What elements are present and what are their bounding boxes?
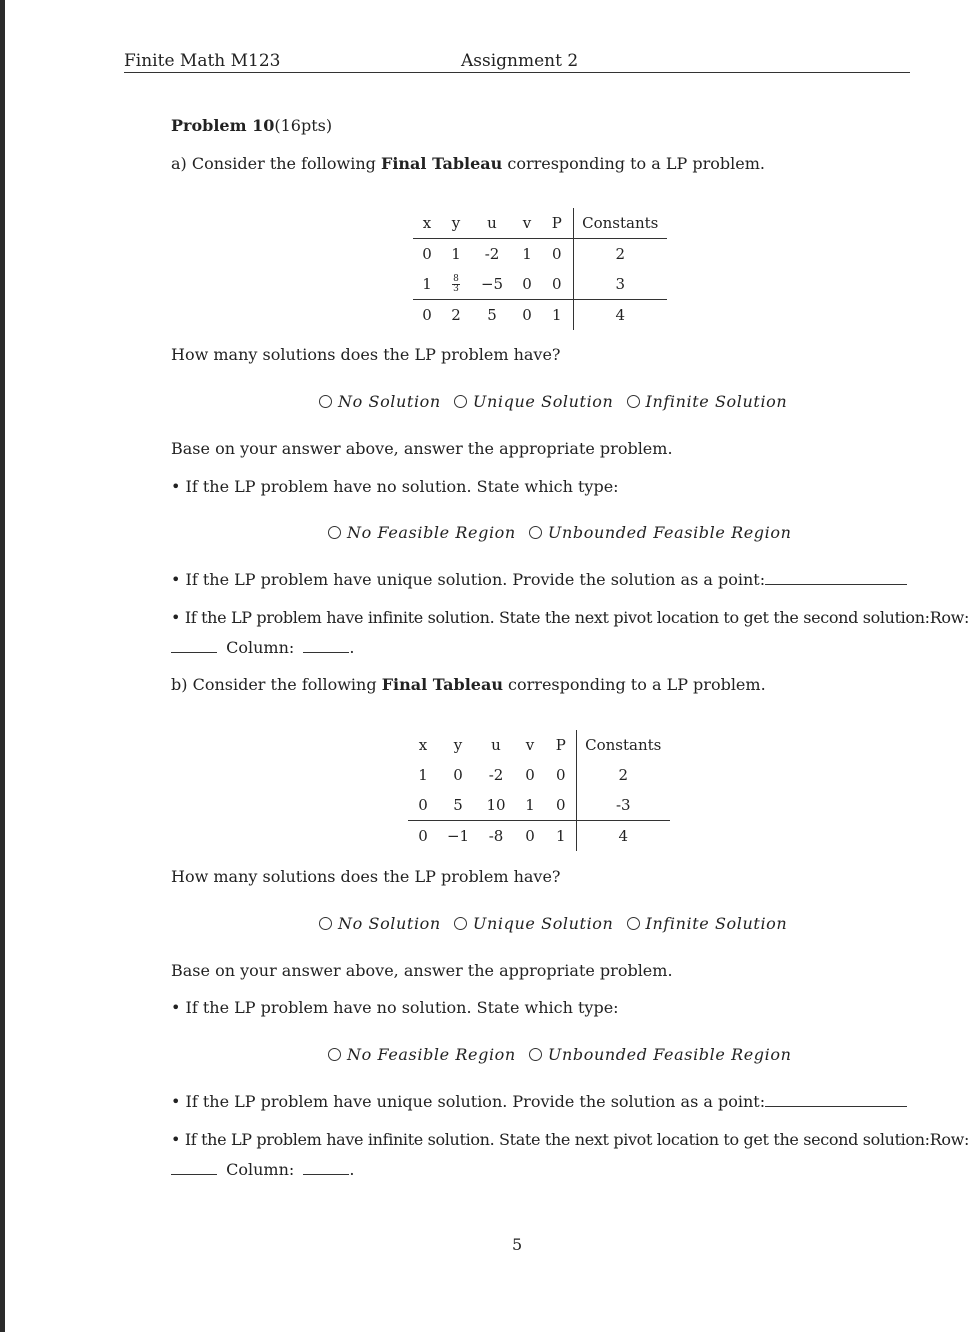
radio-infinite-solution[interactable]: [627, 917, 640, 930]
period: .: [349, 638, 355, 657]
tableau-cell: 0: [525, 827, 535, 845]
page-number: 5: [512, 1235, 523, 1254]
tableau-header-cell: y: [453, 736, 463, 754]
tableau-header-cell: v: [525, 736, 535, 754]
part-a-intro-text-end: corresponding to a LP problem.: [502, 154, 765, 173]
option-label: Unique Solution: [472, 392, 614, 411]
fraction-denominator: 3: [453, 283, 459, 294]
column-answer-blank[interactable]: [303, 638, 349, 653]
option-label: No Solution: [338, 914, 441, 933]
tableau-row: [408, 790, 670, 821]
part-b-intro-bold: Final Tableau: [381, 675, 503, 694]
tableau-header-row: [408, 730, 670, 760]
tableau-cell: 0: [546, 790, 576, 821]
viewer-left-edge: [0, 0, 5, 1332]
tableau-cell: 1: [522, 245, 532, 263]
radio-no-feasible-region[interactable]: [328, 1048, 341, 1061]
part-b-base-on: Base on your answer above, answer the appropriate problem.: [171, 961, 673, 980]
tableau-cell: -2: [484, 245, 500, 263]
option-label: Unique Solution: [472, 914, 614, 933]
tableau-cell: −1: [446, 827, 470, 845]
tableau-cell: -8: [488, 827, 504, 845]
part-b-row-column-line: [171, 1160, 354, 1179]
prompt-text: • If the LP problem have unique solution. Provide the solution as a point:: [171, 570, 766, 589]
tableau-row: [408, 760, 670, 790]
problem-number: Problem 10: [171, 116, 275, 135]
tableau-cell: 0: [418, 827, 428, 845]
tableau-cell: 1: [514, 790, 546, 821]
option-label: Unbounded Feasible Region: [547, 523, 792, 542]
point-answer-blank[interactable]: [765, 1092, 907, 1107]
part-a-intro-text: a) Consider the following: [171, 154, 381, 173]
option-label: Unbounded Feasible Region: [547, 1045, 792, 1064]
tableau-cell: 10: [478, 790, 514, 821]
tableau-header-cell: P: [541, 208, 573, 239]
tableau-cell: −5: [471, 269, 513, 300]
tableau-cell: 2: [576, 760, 670, 790]
tableau-header-cell: v: [513, 208, 541, 239]
point-answer-blank[interactable]: [765, 570, 907, 585]
part-b-tableau: [408, 730, 670, 851]
part-a-unique-prompt: [171, 570, 907, 589]
fraction: [452, 275, 460, 294]
fraction-numerator: 8: [453, 273, 459, 284]
tableau-cell: 1: [551, 306, 562, 324]
tableau-header-cell: Constants: [576, 730, 670, 760]
radio-infinite-solution[interactable]: [627, 395, 640, 408]
part-a-row-column-line: [171, 638, 354, 657]
tableau-cell: 1: [413, 269, 441, 300]
tableau-cell: 0: [525, 766, 535, 784]
radio-unbounded-feasible-region[interactable]: [529, 526, 542, 539]
part-b-infinite-prompt: • If the LP problem have infinite solution. State the next pivot location to get the second solution:Row:: [171, 1130, 970, 1149]
part-b-region-options: [320, 1045, 792, 1064]
tableau-cell: 1: [451, 245, 461, 263]
tableau-cell: 2: [573, 239, 667, 270]
option-label: No Feasible Region: [347, 523, 516, 542]
part-a-no-solution-prompt: • If the LP problem have no solution. State which type:: [171, 477, 619, 496]
part-a-tableau: [413, 208, 667, 330]
option-label: No Feasible Region: [347, 1045, 516, 1064]
tableau-cell: 5: [438, 790, 478, 821]
part-b-unique-prompt: [171, 1092, 907, 1111]
part-b-intro-text: b) Consider the following: [171, 675, 382, 694]
tableau-row: [413, 269, 667, 300]
tableau-cell-fraction: [441, 269, 471, 300]
tableau-header-cell: y: [441, 208, 471, 239]
period: .: [349, 1160, 355, 1179]
part-a-how-many: How many solutions does the LP problem have?: [171, 345, 561, 364]
tableau-cell: 3: [573, 269, 667, 300]
tableau-cell: 0: [551, 245, 562, 263]
tableau-header-cell: P: [555, 736, 566, 754]
row-answer-blank[interactable]: [171, 1160, 217, 1175]
tableau-cell: 4: [573, 300, 667, 331]
column-label: Column:: [226, 1160, 295, 1179]
part-b-solution-options: [311, 914, 787, 933]
tableau-header-cell: x: [413, 208, 441, 239]
option-label: Infinite Solution: [645, 392, 788, 411]
tableau-cell: 0: [513, 269, 541, 300]
tableau-header-cell: x: [418, 736, 428, 754]
radio-unique-solution[interactable]: [454, 917, 467, 930]
tableau-cell: 5: [487, 306, 497, 324]
option-label: No Solution: [338, 392, 441, 411]
part-a-infinite-prompt: • If the LP problem have infinite solution. State the next pivot location to get the second solution:Row:: [171, 608, 970, 627]
tableau-cell: -3: [576, 790, 670, 821]
tableau-header-cell: Constants: [573, 208, 667, 239]
prompt-text: • If the LP problem have unique solution. Provide the solution as a point:: [171, 1092, 766, 1111]
tableau-cell: 0: [422, 245, 432, 263]
radio-no-solution[interactable]: [319, 917, 332, 930]
part-b-intro: [171, 675, 766, 694]
header-course: Finite Math M123: [124, 51, 281, 71]
radio-no-feasible-region[interactable]: [328, 526, 341, 539]
tableau-header-row: [413, 208, 667, 239]
row-answer-blank[interactable]: [171, 638, 217, 653]
part-a-region-options: [320, 523, 792, 542]
part-a-intro-bold: Final Tableau: [380, 154, 503, 173]
header-assignment: Assignment 2: [461, 51, 579, 71]
tableau-cell: 0: [522, 306, 532, 324]
tableau-header-cell: u: [471, 208, 513, 239]
radio-no-solution[interactable]: [319, 395, 332, 408]
part-b-intro-text-end: corresponding to a LP problem.: [502, 675, 766, 694]
tableau-cell: 1: [418, 766, 428, 784]
tableau-cell: 0: [453, 766, 463, 784]
tableau-row: [413, 300, 667, 331]
tableau-cell: 4: [576, 821, 670, 852]
problem-title: [171, 116, 332, 135]
part-b-how-many: How many solutions does the LP problem have?: [171, 867, 561, 886]
option-label: Infinite Solution: [645, 914, 788, 933]
part-a-base-on: Base on your answer above, answer the appropriate problem.: [171, 439, 673, 458]
tableau-cell: -2: [488, 766, 504, 784]
radio-unbounded-feasible-region[interactable]: [529, 1048, 542, 1061]
column-answer-blank[interactable]: [303, 1160, 349, 1175]
header-rule: [124, 72, 910, 73]
tableau-header-cell: u: [491, 736, 501, 754]
tableau-cell: 0: [422, 306, 432, 324]
tableau-cell: 0: [408, 790, 438, 821]
tableau-cell: 1: [555, 827, 566, 845]
part-b-no-solution-prompt: • If the LP problem have no solution. State which type:: [171, 998, 619, 1017]
problem-points: (16pts): [274, 116, 333, 135]
tableau-row: [413, 239, 667, 270]
part-a-solution-options: [311, 392, 787, 411]
tableau-row: [408, 821, 670, 852]
radio-unique-solution[interactable]: [454, 395, 467, 408]
tableau-cell: 2: [451, 306, 461, 324]
part-a-intro: [171, 154, 765, 173]
column-label: Column:: [226, 638, 295, 657]
tableau-cell: 0: [555, 766, 566, 784]
tableau-cell: 0: [541, 269, 573, 300]
